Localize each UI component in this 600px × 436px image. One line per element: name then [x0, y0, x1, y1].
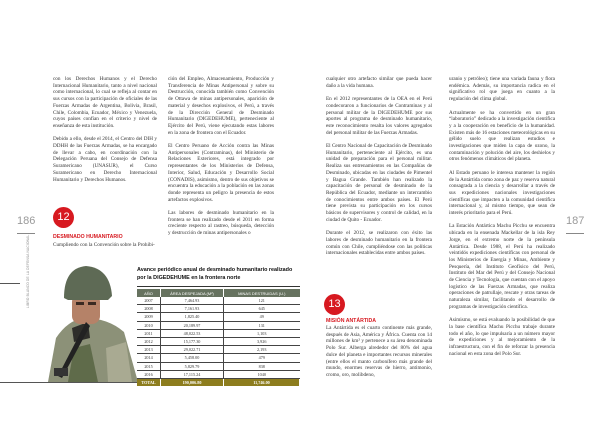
cell-year: TOTAL [137, 378, 161, 386]
header-mines: MINAS DESTRUIDAS (U.) [224, 289, 300, 297]
table-row [137, 354, 300, 362]
paragraph: Asimismo, se está evaluando la posibilidad de que la base científica Machu Picchu trabaje durante todo el año, lo que impulsaría a un número mayor de expediciones y al mejoramiento de la infraestructura, con el fin de reforzar la presencia nacional en esta zona del Polo Sur. [449, 317, 555, 357]
table-row [137, 337, 300, 345]
page-number-left: 186 [17, 215, 36, 227]
cell-year: 2015 [137, 362, 161, 370]
paragraph: con los Derechos Humanos y el Derecho Internacional Humanitario, tanto a nivel nacional como internacional, lo cual se refleja al contar en sus cursos con la participación de oficiales de las Fuerzas Armadas de Argentina, Bolivia, Brasil, Chile, Colombia, Ecuador, México y Venezuela, cuyos países confían en el criterio y nivel de enseñanza de esta institución. [53, 76, 157, 129]
cell-mines: 1040 [224, 370, 300, 378]
cell-area: 48,022.53 [161, 329, 224, 337]
paragraph: Las labores de desminado humanitario en la frontera se han realizado desde el 2011 en forma creciente respecto al rastreo, búsqueda, detección y destrucción de minas antipersonales o [168, 210, 274, 237]
cell-year: 2011 [137, 329, 161, 337]
table-total-row [137, 378, 300, 386]
cell-area: 1,825.40 [161, 313, 224, 321]
table-title-rule [137, 286, 300, 287]
cell-area: 5,458.00 [161, 354, 224, 362]
table-row [137, 313, 300, 321]
running-title-vertical: LIBRO BLANCO DE LA DEFENSA NACIONAL [26, 234, 30, 308]
cell-mines: 479 [224, 354, 300, 362]
cell-mines: 49 [224, 313, 300, 321]
section-number-badge: 13 [324, 294, 345, 315]
cell-year: 2016 [137, 370, 161, 378]
cell-area: 17,115.24 [161, 370, 224, 378]
table-row [137, 329, 300, 337]
cell-mines: 121 [224, 297, 300, 305]
photo-rule [0, 283, 20, 284]
cell-mines: 11,746.00 [224, 378, 300, 386]
cell-mines: 131 [224, 321, 300, 329]
paragraph: Actualmente se ha convertido en un gran “laboratorio” dedicado a la investigación científica y a la cooperación en beneficio de la humanidad. Existen más de 16 estaciones meteorológicas en su gélido suelo que realizan estudios e investigaciones que miden la capa de ozono, la contaminación y polución del aire, los deshielos y otros fenómenos climáticos del planeta. [449, 109, 555, 163]
section-number-badge: 12 [53, 207, 74, 228]
table-row [137, 370, 300, 378]
left-column-2 [168, 76, 274, 244]
cell-area: 7,161.93 [161, 305, 224, 313]
paragraph: El Centro Nacional de Capacitación de Desminado Humanitario, perteneciente al Ejército, es una unidad de preparación para el personal militar. Realiza sus entrenamientos en las Compañías de Desminado, ubicadas en las ciudades de Pimentel y Bagua Grande. También han realizado la capacitación de personal de desminado de la República del Ecuador, mediante un intercambio de conocimientos entre ambos países. El Perú tiene prevista su participación en los cursos básicos de supervisores y control de calidad, en la ciudad de Quito - Ecuador. [326, 143, 432, 223]
paragraph: Durante el 2012, se realizaron con éxito las labores de desminado humanitario en la frontera común con Chile, cumpliéndose con las políticas internacionales establecidas entre ambos países. [326, 230, 432, 257]
right-column-1 [326, 76, 432, 264]
section-title: DESMINADO HUMANITARIO [53, 234, 123, 240]
cell-area: 5,829.79 [161, 362, 224, 370]
cell-year: 2008 [137, 305, 161, 313]
right-column-2 [449, 76, 555, 364]
table-row [137, 321, 300, 329]
table-row [137, 297, 300, 305]
cell-year: 2012 [137, 337, 161, 345]
cell-year: 2009 [137, 313, 161, 321]
table-row [137, 346, 300, 354]
soldier-photo [28, 258, 140, 382]
section-text: La Antártida es el cuarto continente más grande, después de Asia, América y África. Cuenta con 14 millones de km² y pertenece a su área denominada Polo Sur. Alberga alrededor del 80% del agua dulce del planeta e importantes recursos minerales (entre ellos el manto carbonífero más grande del mundo, enormes reservas de hierro, antimonio, cromo, oro, molibdeno, [326, 325, 432, 378]
table-row [137, 362, 300, 370]
section-title: MISIÓN ANTÁRTIDA [326, 318, 376, 324]
page-number-right: 187 [566, 215, 585, 227]
paragraph: La Estación Antártica Machu Picchu se encuentra ubicada en la ensenada Mackellar de la isla Rey Jorge, en el extremo norte de la península Antártica. Desde 1988, el Perú ha realizado veintidós expediciones científicas con personal de los Ministerios de Energía y Minas, Ambiente y Pesquería, del Instituto Geofísico del Perú, Instituto del Mar del Perú y del Consejo Nacional de Ciencia y Tecnología, que cuentan con el apoyo logístico de las Fuerzas Armadas, que realiza operaciones de patrullaje, rescate y otras tareas de naturaleza similar, facilitando el desarrollo de programas de investigación científica. [449, 223, 555, 310]
cell-mines: 838 [224, 362, 300, 370]
paragraph: Al Estado peruano le interesa mantener la región de la Antártida como zona de paz y reserva natural consagrada a la ciencia y desarrollar a través de sus expediciones nacionales investigaciones científicas que impacten a la comunidad científica internacional y, al mismo tiempo, que sean de interés prioritario para el Perú. [449, 169, 555, 217]
cell-mines: 3,926 [224, 337, 300, 345]
cell-mines: 2,193 [224, 346, 300, 354]
cell-year: 2007 [137, 297, 161, 305]
paragraph: Debido a ello, desde el 2014, el Centro del DIH y DDHH de las Fuerzas Armadas, se ha encargado de llevar a cabo, en coordinación con la Delegación Peruana del Consejo de Defensa Suramericano (UNASUR), el Curso Suramericano en Derecho Internacional Humanitario y Derechos Humanos. [53, 136, 157, 183]
cell-year: 2013 [137, 346, 161, 354]
cell-area: 15,177.30 [161, 337, 224, 345]
paragraph: El Centro Peruano de Acción contra las Minas Antipersonales (Contraminas), del Ministerio de Relaciones Exteriores, está integrado por representantes de los Ministerios de Defensa, Interior, Salud, Educación y Desarrollo Social (CONADIS), asimismo, dentro de sus objetivos se encuentra la educación a la población en las zonas donde representa un peligro la presencia de estos artefactos explosivos. [168, 143, 274, 203]
left-column-1 [53, 76, 157, 190]
cell-year: 2014 [137, 354, 161, 362]
cell-mines: 1,103 [224, 329, 300, 337]
cell-area: 190,006.80 [161, 378, 224, 386]
header-year: AÑO [137, 289, 161, 297]
section-intro: Cumpliendo con la Convención sobre la Prohibi- [53, 242, 155, 248]
cell-area: 29,022.71 [161, 346, 224, 354]
paragraph: cualquier otro artefacto similar que pueda hacer daño a la vida humana. [326, 76, 432, 89]
demining-table [137, 289, 300, 386]
cell-area: 7,464.93 [161, 297, 224, 305]
paragraph: En el 2012 representantes de la OEA en el Perú condecoraron a funcionarios de Contraminas y al personal militar de la DIGEDEHUME por sus aportes al programa de desminado humanitario, este reconocimiento resalta los valores agregados del personal militar de las Fuerzas Armadas. [326, 96, 432, 136]
cell-year: 2010 [137, 321, 161, 329]
table-row [137, 305, 300, 313]
cell-area: 20,189.97 [161, 321, 224, 329]
cell-mines: 645 [224, 305, 300, 313]
page-number-divider [566, 233, 584, 234]
header-area: ÁREA DESPEJADA (M²) [161, 289, 224, 297]
paragraph: ción del Empleo, Almacenamiento, Producción y Transferencia de Minas Antipersonal y sobre su Destrucción, conocida también como Convención de Ottawa de minas antipersonales, aparición de material y desechos explosivos, el Perú, a través de la Dirección General de Desminado Humanitario (DIGEDEHUME), perteneciente al Ejército del Perú, viene ejecutando estas labores en la zona de frontera con el Ecuador. [168, 76, 274, 136]
paragraph: uranio y petróleo); tiene una variada fauna y flora endémica. Además, su importancia radica en el significativo rol que juega en cuanto a la regulación del clima global. [449, 76, 555, 103]
table-title: Avance periódico anual de desminado humanitario realizado por la DIGEDEHUME en la frontera norte [137, 267, 293, 281]
